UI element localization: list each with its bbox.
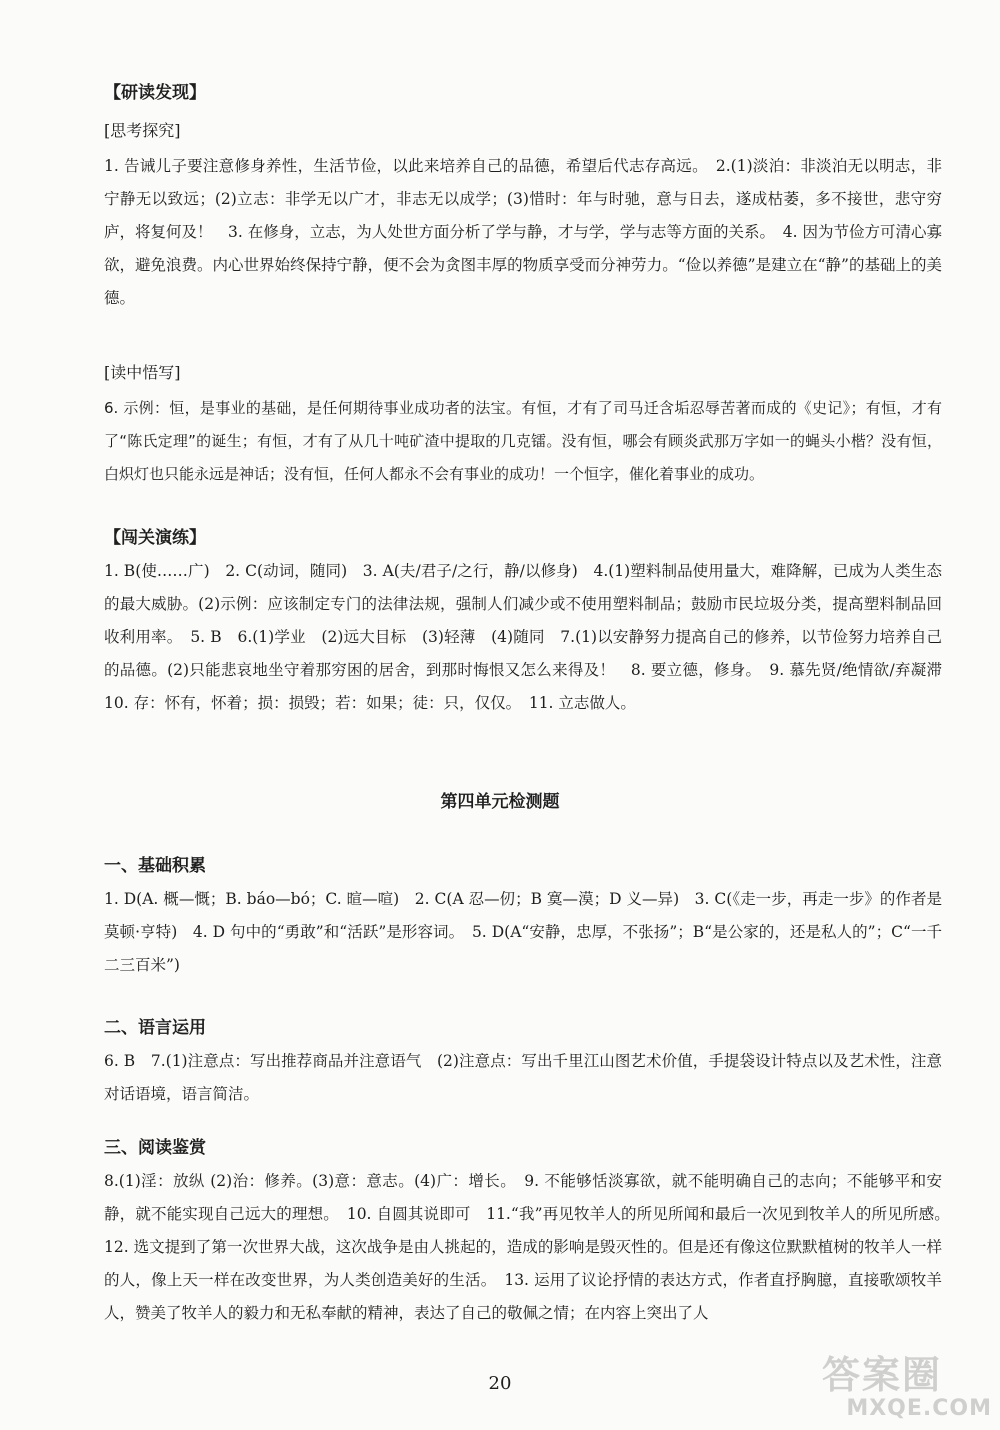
answer-paragraph-practice: 1. B(使……广) 2. C(动词，随同) 3. A(夫/君子/之行，静/以修身) 4.(1)塑料制品使用量大，难降解，已成为人类生态的最大威胁。(2)示例：应该制定专门的法律法规，强制人们减少或不使用塑料制品；鼓励市民垃圾分类，提高塑料制品回收利用率。 5. B 6.(1)学业 (2)远大目标 (3)轻薄 (4)随同 7.(1)以安静努力提高自己的修养，以节俭努力培养自己的品德。(2)只能悲哀地坐守着那穷困的居舍，到那时悔恨又怎么来得及！ 8. 要立德，修身。 9. 慕先贤/绝情欲/弃凝滞 10. 存：怀有，怀着；损：损毁；若：如果；徒：只，仅仅。 11. 立志做人。 [104,562,958,712]
section-heading-practice: 【闯关演练】 [104,528,206,548]
answer-paragraph-write: 6. 示例：恒，是事业的基础，是任何期待事业成功者的法宝。有恒，才有了司马迁含垢忍辱苦著而成的《史记》；有恒，才有了“陈氏定理”的诞生；有恒，才有了从几十吨矿渣中提取的几克镭。没有恒，哪会有顾炎武那万字如一的蝇头小楷？没有恒，白炽灯也只能永远是神话；没有恒，任何人都永不会有事业的成功！一个恒字，催化着事业的成功。 [104,399,942,483]
section-heading-discovery: 【研读发现】 [104,83,206,103]
subheading-think-explore: [思考探究] [104,121,181,140]
answer-paragraph-think: 1. 告诫儿子要注意修身养性，生活节俭，以此来培养自己的品德，希望后代志存高远。 2.(1)淡泊：非淡泊无以明志，非宁静无以致远；(2)立志：非学无以广才，非志无以成学；(3)惜时：年与时驰，意与日去，遂成枯萎，多不接世，悲守穷庐，将复何及！ 3. 在修身，立志，为人处世方面分析了学与静，才与学，学与志等方面的关系。 4. 因为节俭方可清心寡欲，避免浪费。内心世界始终保持宁静，便不会为贪图丰厚的物质享受而分神劳力。“俭以养德”是建立在“静”的基础上的美德。 [104,157,942,307]
section-heading-language: 二、语言运用 [104,1018,206,1038]
answer-paragraph-reading: 8.(1)淫：放纵 (2)治：修养。(3)意：意志。(4)广：增长。 9. 不能够恬淡寡欲，就不能明确自己的志向；不能够平和安静，就不能实现自己远大的理想。 10. 自圆其说即可 11.“我”再见牧羊人的所见所闻和最后一次见到牧羊人的所见所感。 12. 选文提到了第一次世界大战，这次战争是由人挑起的，造成的影响是毁灭性的。但是还有像这位默默植树的牧羊人一样的人，像上天一样在改变世界，为人类创造美好的生活。 13. 运用了议论抒情的表达方式，作者直抒胸臆，直接歌颂牧羊人，赞美了牧羊人的毅力和无私奉献的精神，表达了自己的敬佩之情；在内容上突出了人 [104,1172,958,1322]
page-number: 20 [488,1373,512,1394]
section-heading-basics: 一、基础积累 [104,856,206,876]
watermark-logo [822,1354,992,1424]
watermark-domain-text: MXQE.COM [846,1396,992,1421]
answer-paragraph-basics: 1. D(A. 概—慨；B. báo—bó；C. 暄—喧) 2. C(A 忍—仞；B 寞—漠；D 义—异) 3. C(《走一步，再走一步》的作者是莫顿·亨特) 4. D 句中的“勇敢”和“活跃”是形容词。 5. D(A“安静，忠厚，不张扬”；B“是公家的，还是私人的”；C“一千二三百米”) [104,890,942,974]
answer-paragraph-language: 6. B 7.(1)注意点：写出推荐商品并注意语气 (2)注意点：写出千里江山图艺术价值，手提袋设计特点以及艺术性，注意对话语境，语言简洁。 [104,1052,942,1103]
subheading-read-write: [读中悟写] [104,363,181,382]
unit-test-title: 第四单元检测题 [440,792,560,812]
watermark-logo-text: 答案圈 [822,1353,943,1397]
section-heading-reading: 三、阅读鉴赏 [104,1138,206,1158]
